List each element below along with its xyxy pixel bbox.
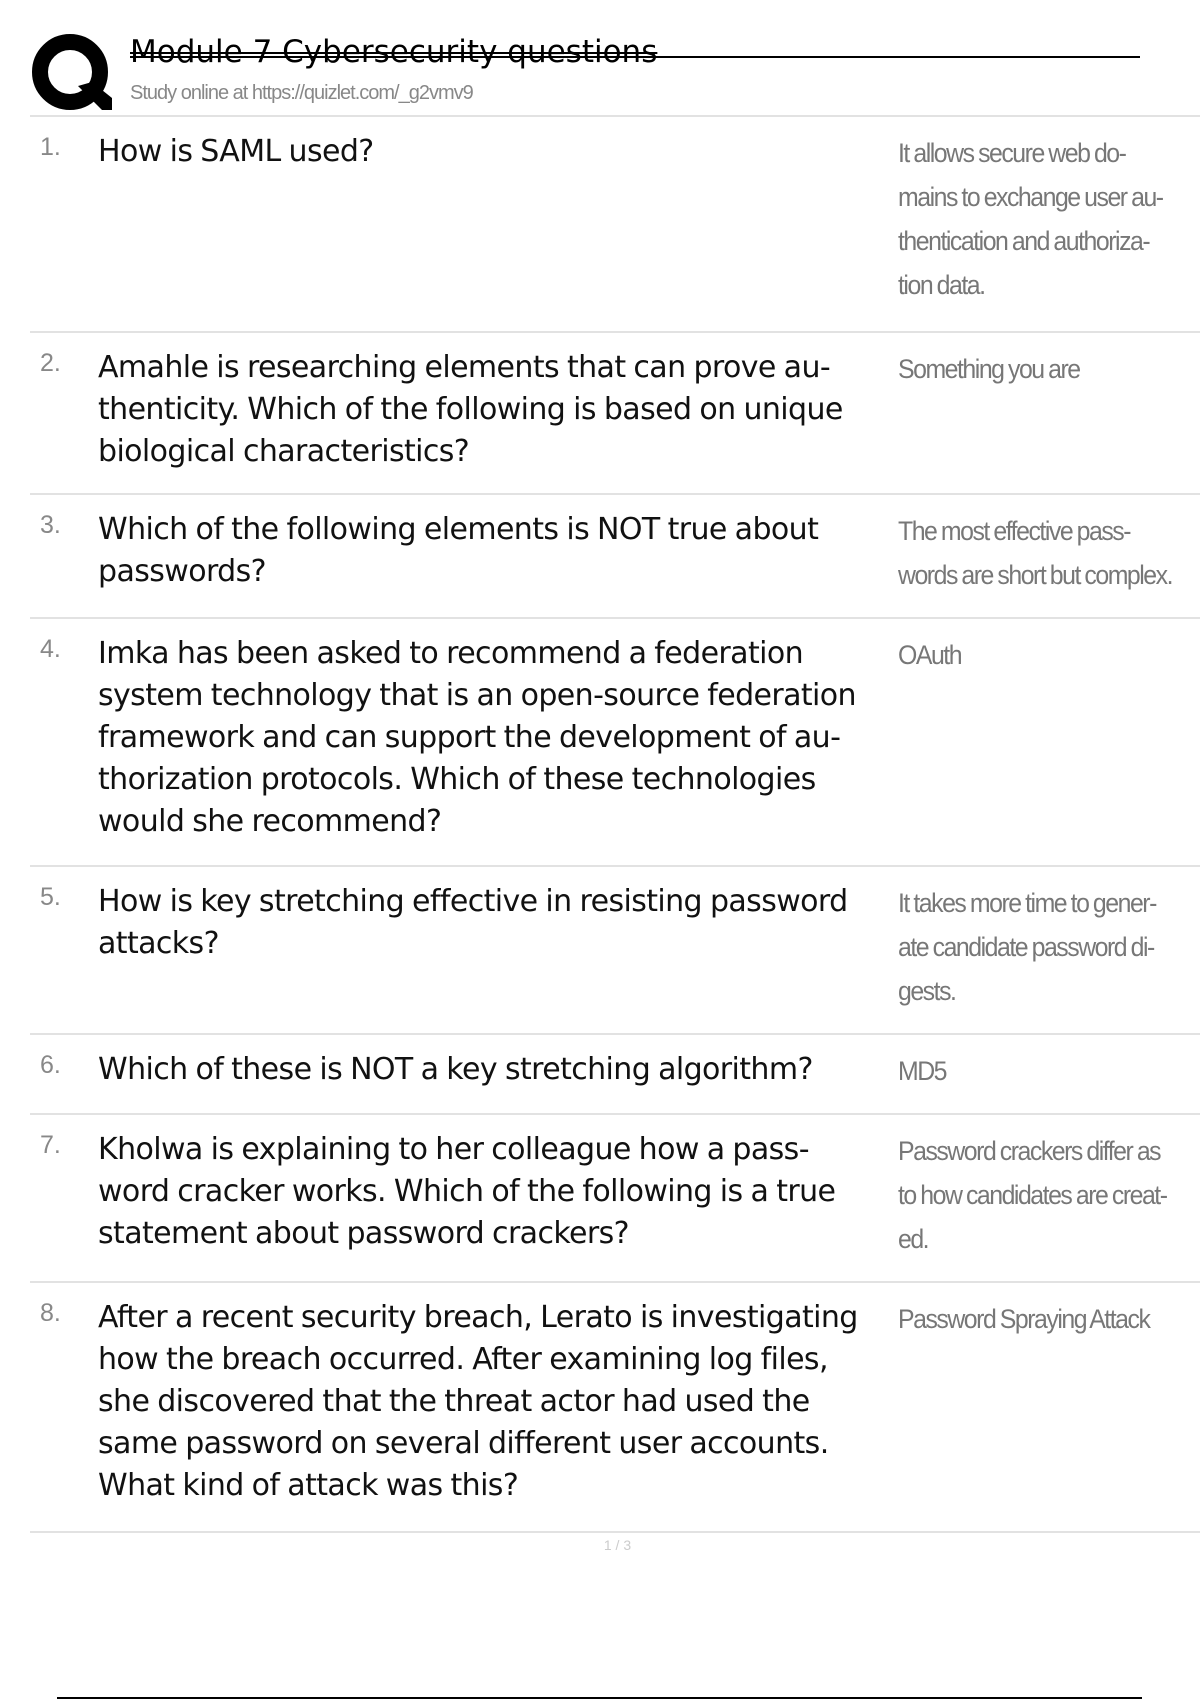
definition-line: ate candidate password di-: [898, 932, 1154, 962]
card-term: [98, 1115, 898, 1261]
card-term: [98, 333, 898, 473]
card-definition: [898, 117, 1178, 307]
card-definition: [898, 867, 1178, 1013]
flashcard-row: [30, 1035, 1200, 1115]
term-line: passwords?: [98, 554, 266, 589]
definition-line: mains to exchange user au-: [898, 182, 1163, 212]
term-line: How is SAML used?: [98, 134, 374, 169]
flashcard-row: [30, 495, 1200, 619]
card-definition: [898, 495, 1178, 597]
card-definition: [898, 1115, 1178, 1261]
card-definition: [898, 619, 1178, 843]
card-number: 8.: [40, 1299, 61, 1327]
term-line: word cracker works. Which of the following is a true: [98, 1174, 836, 1209]
card-definition: [898, 1035, 1178, 1093]
term-line: how the breach occurred. After examining log files,: [98, 1342, 828, 1377]
card-number: 7.: [40, 1131, 61, 1159]
footer-rule: [57, 1697, 1142, 1699]
flashcard-row: [30, 333, 1200, 495]
term-line: biological characteristics?: [98, 434, 470, 469]
definition-line: Password Spraying Attack: [898, 1304, 1150, 1334]
term-line: attacks?: [98, 926, 219, 961]
definition-line: It allows secure web do-: [898, 138, 1126, 168]
document-title: Module 7 Cybersecurity questions: [130, 34, 658, 70]
card-number: 3.: [40, 511, 61, 539]
page-number: 1 / 3: [603, 1537, 632, 1553]
term-line: thorization protocols. Which of these technologies: [98, 762, 816, 797]
term-line: statement about password crackers?: [98, 1216, 629, 1251]
card-term: [98, 1035, 898, 1093]
term-line: After a recent security breach, Lerato is investigating: [98, 1300, 858, 1335]
term-line: Which of the following elements is NOT true about: [98, 512, 819, 547]
card-term: [98, 495, 898, 597]
definition-line: OAuth: [898, 640, 962, 670]
card-number: 5.: [40, 883, 61, 911]
definition-line: gests.: [898, 976, 956, 1006]
card-term: [98, 867, 898, 1013]
page-header: [30, 28, 1200, 116]
definition-line: thentication and authoriza-: [898, 226, 1150, 256]
card-term: [98, 619, 898, 843]
study-online-link[interactable]: Study online at https://quizlet.com/_g2vmv9: [130, 82, 473, 104]
flashcard-row: [30, 619, 1200, 867]
card-number: 1.: [40, 133, 61, 161]
flashcard-row: [30, 867, 1200, 1035]
card-definition: [898, 333, 1178, 473]
definition-line: tion data.: [898, 270, 985, 300]
definition-line: It takes more time to gener-: [898, 888, 1156, 918]
term-line: would she recommend?: [98, 804, 442, 839]
term-line: framework and can support the development of au-: [98, 720, 841, 755]
definition-line: Password crackers differ as: [898, 1136, 1161, 1166]
definition-line: MD5: [898, 1056, 947, 1086]
card-term: [98, 117, 898, 307]
card-definition: [898, 1283, 1178, 1507]
term-line: Amahle is researching elements that can prove au-: [98, 350, 831, 385]
definition-line: The most effective pass-: [898, 516, 1131, 546]
definition-line: words are short but complex.: [898, 560, 1173, 590]
flashcard-list: [30, 117, 1200, 1533]
term-line: Which of these is NOT a key stretching algorithm?: [98, 1052, 813, 1087]
term-line: How is key stretching effective in resisting password: [98, 884, 848, 919]
term-line: Imka has been asked to recommend a federation: [98, 636, 804, 671]
card-term: [98, 1283, 898, 1507]
term-line: she discovered that the threat actor had used the: [98, 1384, 810, 1419]
card-number: 2.: [40, 349, 61, 377]
term-line: system technology that is an open-source federation: [98, 678, 856, 713]
card-number: 4.: [40, 635, 61, 663]
term-line: same password on several different user accounts.: [98, 1426, 829, 1461]
term-line: thenticity. Which of the following is based on unique: [98, 392, 843, 427]
term-line: Kholwa is explaining to her colleague how a pass-: [98, 1132, 809, 1167]
definition-line: Something you are: [898, 354, 1080, 384]
definition-line: ed.: [898, 1224, 929, 1254]
flashcard-row: [30, 117, 1200, 333]
quizlet-logo-icon: [30, 32, 112, 114]
definition-line: to how candidates are creat-: [898, 1180, 1167, 1210]
term-line: What kind of attack was this?: [98, 1468, 519, 1503]
flashcard-row: [30, 1283, 1200, 1533]
card-number: 6.: [40, 1051, 61, 1079]
flashcard-row: [30, 1115, 1200, 1283]
